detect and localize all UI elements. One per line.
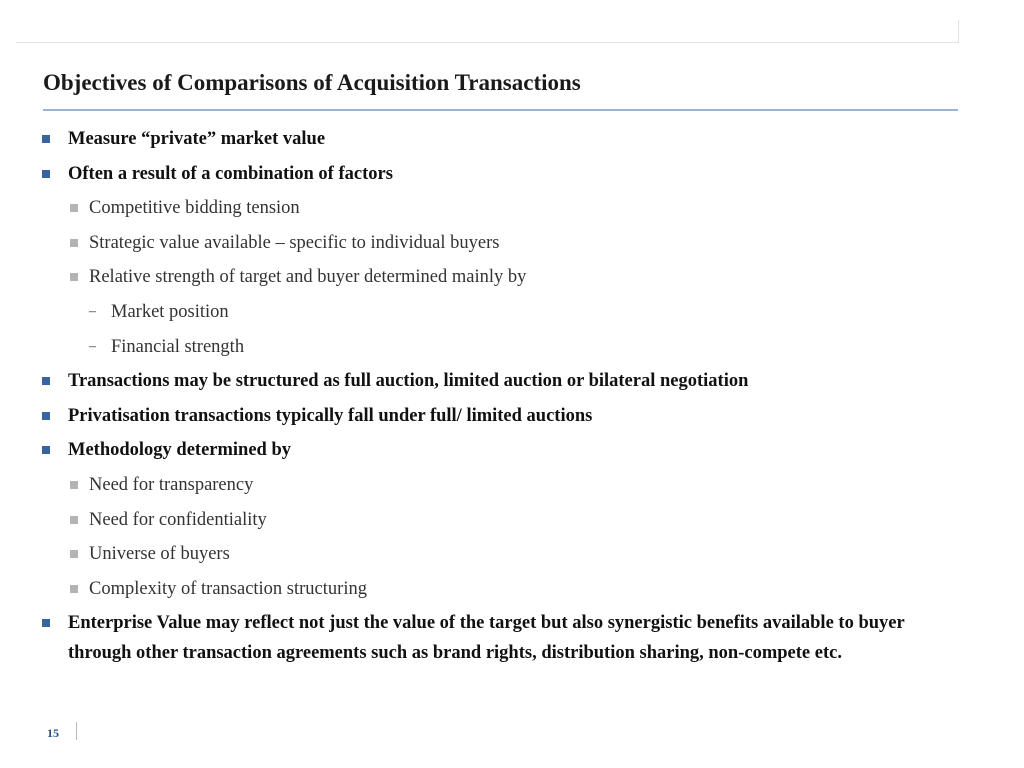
- blue-square-bullet-icon: [42, 170, 50, 178]
- grey-square-bullet-icon: [70, 585, 78, 593]
- bullet-text: Often a result of a combination of factors: [68, 163, 393, 184]
- header-divider: [16, 42, 958, 43]
- bullet-text: Transactions may be structured as full auction, limited auction or bilateral negotiation: [68, 371, 749, 392]
- bullet-item-level3: [0, 297, 1024, 327]
- title-underline: [43, 109, 958, 111]
- grey-square-bullet-icon: [70, 516, 78, 524]
- header-divider-tick: [958, 20, 959, 43]
- dash-bullet-icon: –: [89, 303, 96, 319]
- grey-square-bullet-icon: [70, 204, 78, 212]
- bullet-text: Measure “private” market value: [68, 129, 326, 149]
- blue-square-bullet-icon: [42, 619, 50, 627]
- grey-square-bullet-icon: [70, 273, 78, 281]
- bullet-item-level1: [0, 608, 948, 668]
- bullet-item-level2: [0, 470, 1024, 500]
- dash-bullet-icon: –: [89, 338, 96, 354]
- bullet-item-level2: [0, 505, 1024, 535]
- bullet-item-level1: [0, 159, 1024, 189]
- blue-square-bullet-icon: [42, 377, 50, 385]
- bullet-item-level2: [0, 539, 1024, 569]
- bullet-text: Need for confidentiality: [89, 509, 267, 530]
- slide-title: Objectives of Comparisons of Acquisition Transactions: [43, 70, 581, 95]
- bullet-item-level2: [0, 574, 1024, 604]
- bullet-text: Need for transparency: [89, 474, 254, 495]
- bullet-item-level2: [0, 262, 1024, 292]
- bullet-item-level1: [0, 401, 1024, 431]
- bullet-item-level2: [0, 228, 1024, 258]
- bullet-text: Enterprise Value may reflect not just the value of the target but also synergistic benefits available to buyer through other transaction agreements such as brand rights, distribution sharing, non-compete etc.: [68, 613, 905, 664]
- blue-square-bullet-icon: [42, 446, 50, 454]
- grey-square-bullet-icon: [70, 481, 78, 489]
- bullet-text: Competitive bidding tension: [89, 198, 300, 219]
- footer-separator: [76, 722, 77, 740]
- bullet-text: Financial strength: [111, 336, 245, 357]
- bullet-item-level1: [0, 366, 1024, 396]
- bullet-text: Methodology determined by: [68, 440, 292, 461]
- bullet-item-level2: [0, 193, 1024, 223]
- bullet-text: Market position: [111, 301, 229, 322]
- bullet-text: Universe of buyers: [89, 544, 230, 565]
- bullet-item-level1: [0, 435, 1024, 465]
- bullet-item-level3: [0, 332, 1024, 362]
- bullet-text: Strategic value available – specific to individual buyers: [89, 232, 500, 253]
- bullet-text: Complexity of transaction structuring: [89, 578, 367, 599]
- page-number: 15: [47, 726, 59, 740]
- bullet-list: [0, 124, 1024, 673]
- blue-square-bullet-icon: [42, 412, 50, 420]
- grey-square-bullet-icon: [70, 239, 78, 247]
- bullet-text: Privatisation transactions typically fall under full/ limited auctions: [68, 405, 593, 426]
- blue-square-bullet-icon: [42, 135, 50, 143]
- grey-square-bullet-icon: [70, 550, 78, 558]
- bullet-text: Relative strength of target and buyer determined mainly by: [89, 267, 527, 288]
- bullet-item-level1: [0, 124, 1024, 154]
